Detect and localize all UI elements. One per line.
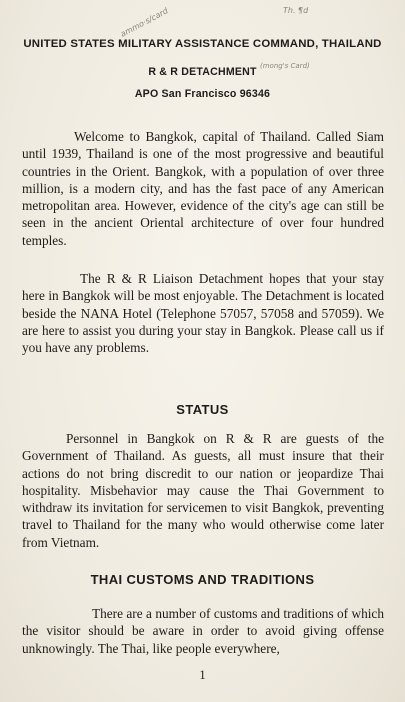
header-address: APO San Francisco 96346 bbox=[134, 88, 271, 100]
detachment-paragraph: The R & R Liaison Detachment hopes that your stay here in Bangkok will be most enjoyable. The Detachment is located beside the NANA Hotel (Telephone 57057, 57058 and 57059). We are here to assist you during your stay in Bangkok. Please call us if you have any problems. bbox=[22, 271, 384, 356]
header-detachment: R & R DETACHMENT bbox=[148, 66, 257, 78]
section-heading-status: STATUS bbox=[176, 402, 229, 417]
customs-paragraph: There are a number of customs and traditions of which the visitor should be aware in order to avoid giving offense unknowingly. The Thai, like people everywhere, bbox=[22, 606, 384, 656]
header-command-title: UNITED STATES MILITARY ASSISTANCE COMMAND, THAILAND bbox=[23, 38, 382, 50]
page-number: 1 bbox=[199, 668, 206, 682]
section-heading-customs: THAI CUSTOMS AND TRADITIONS bbox=[90, 572, 315, 587]
status-paragraph: Personnel in Bangkok on R & R are guests of the Government of Thailand. As guests, all must insure that their actions do not bring discredit to our nation or jeopardize Thai hospitality. Misbehavior may cause the Thai Government to withdraw its invitation for servicemen to visit Bangkok, preventing travel to Thailand for the many who would otherwise come later from Vietnam. bbox=[22, 431, 384, 550]
welcome-paragraph: Welcome to Bangkok, capital of Thailand. Called Siam until 1939, Thailand is one of the most progressive and beautiful countries in the Orient. Bangkok, with a population of over three million, is a modern city, and has the fast pace of any American metropolitan area. However, evidence of the city's age can still be seen in the ancient Oriental architecture of over four hundred temples. bbox=[22, 129, 384, 248]
handwritten-note: (mong's Card) bbox=[260, 62, 310, 70]
handwritten-note: Th. ¶d bbox=[283, 6, 309, 15]
handwritten-note: ammo·s/card bbox=[118, 6, 170, 39]
